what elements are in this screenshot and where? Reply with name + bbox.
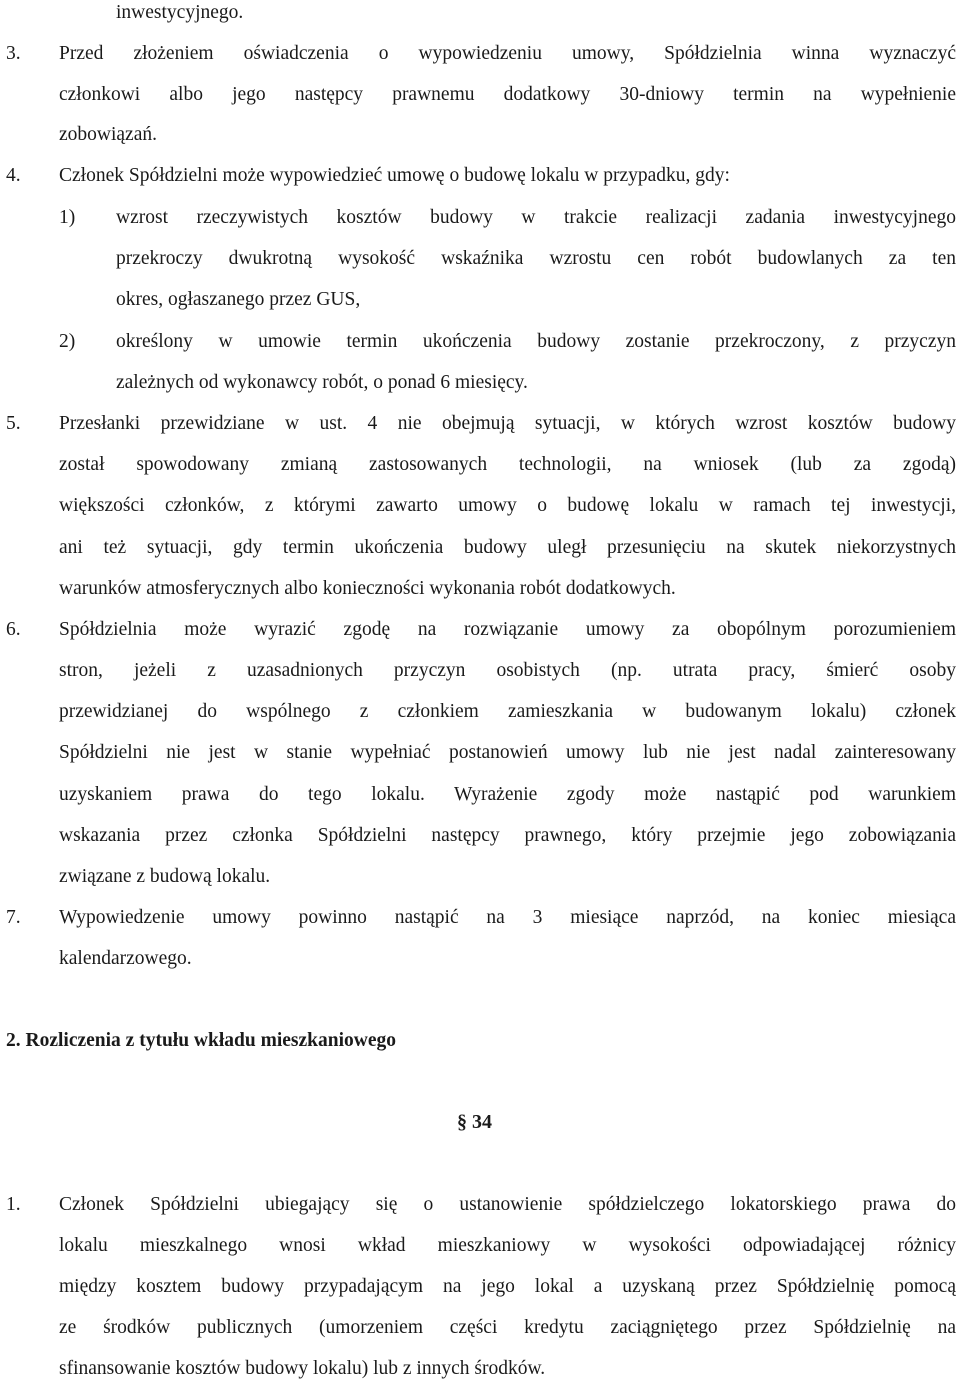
paragraph-line: Wypowiedzenie umowy powinno nastąpić na 3 miesiące naprzód, na koniec miesiąca <box>59 907 956 928</box>
paragraph-line: zależnych od wykonawcy robót, o ponad 6 miesięcy. <box>116 372 528 393</box>
subitem-number: 1) <box>59 207 76 228</box>
paragraph-line: został spowodowany zmianą zastosowanych technologii, na wniosek (lub za zgodą) <box>59 454 956 475</box>
paragraph-line: Członek Spółdzielni może wypowiedzieć umowę o budowę lokalu w przypadku, gdy: <box>59 165 730 186</box>
paragraph-line: stron, jeżeli z uzasadnionych przyczyn osobistych (np. utrata pracy, śmierć osoby <box>59 660 956 681</box>
item-number: 4. <box>6 165 21 186</box>
paragraph-line: ani też sytuacji, gdy termin ukończenia budowy uległ przesunięciu na skutek niekorzystnych <box>59 537 956 558</box>
paragraph-line: członkowi albo jego następcy prawnemu dodatkowy 30-dniowy termin na wypełnienie <box>59 84 956 105</box>
paragraph-line: uzyskaniem prawa do tego lokalu. Wyrażenie zgody może nastąpić pod warunkiem <box>59 784 956 805</box>
item-number: 7. <box>6 907 21 928</box>
paragraph-line: okres, ogłaszanego przez GUS, <box>116 289 361 310</box>
paragraph-line: zobowiązań. <box>59 124 157 145</box>
item-number: 3. <box>6 43 21 64</box>
subitem-number: 2) <box>59 331 76 352</box>
paragraph-line: kalendarzowego. <box>59 948 192 969</box>
section-heading: 2. Rozliczenia z tytułu wkładu mieszkaniowego <box>6 1030 396 1051</box>
paragraph-line: większości członków, z którymi zawarto umowy o budowę lokalu w ramach tej inwestycji, <box>59 495 956 516</box>
paragraph-line: związane z budową lokalu. <box>59 866 271 887</box>
item-number: 6. <box>6 619 21 640</box>
item-number: 5. <box>6 413 21 434</box>
paragraph-line: warunków atmosferycznych albo konieczności wykonania robót dodatkowych. <box>59 578 676 599</box>
paragraph-line: ze środków publicznych (umorzeniem części kredytu zaciągniętego przez Spółdzielnię na <box>59 1317 956 1338</box>
paragraph-line: przekroczy dwukrotną wysokość wskaźnika wzrostu cen robót budowlanych za ten <box>116 248 956 269</box>
paragraph-line: sfinansowanie kosztów budowy lokalu) lub z innych środków. <box>59 1358 546 1379</box>
paragraph-line: Przed złożeniem oświadczenia o wypowiedzeniu umowy, Spółdzielnia winna wyznaczyć <box>59 43 956 64</box>
section-mark: § 34 <box>457 1111 492 1133</box>
paragraph-line: wskazania przez członka Spółdzielni następcy prawnego, który przejmie jego zobowiązania <box>59 825 956 846</box>
paragraph-line: Członek Spółdzielni ubiegający się o ustanowienie spółdzielczego lokatorskiego prawa do <box>59 1194 956 1215</box>
carry-over-text: inwestycyjnego. <box>116 2 244 23</box>
paragraph-line: określony w umowie termin ukończenia budowy zostanie przekroczony, z przyczyn <box>116 331 956 352</box>
paragraph-line: wzrost rzeczywistych kosztów budowy w trakcie realizacji zadania inwestycyjnego <box>116 207 956 228</box>
paragraph-line: Przesłanki przewidziane w ust. 4 nie obejmują sytuacji, w których wzrost kosztów budowy <box>59 413 956 434</box>
paragraph-line: lokalu mieszkalnego wnosi wkład mieszkaniowy w wysokości odpowiadającej różnicy <box>59 1235 956 1256</box>
item-number: 1. <box>6 1194 21 1215</box>
paragraph-line: Spółdzielnia może wyrazić zgodę na rozwiązanie umowy za obopólnym porozumieniem <box>59 619 956 640</box>
paragraph-line: Spółdzielni nie jest w stanie wypełniać postanowień umowy lub nie jest nadal zainteresowany <box>59 742 956 763</box>
paragraph-line: przewidzianej do wspólnego z członkiem zamieszkania w budowanym lokalu) członek <box>59 701 956 722</box>
paragraph-line: między kosztem budowy przypadającym na jego lokal a uzyskaną przez Spółdzielnię pomocą <box>59 1276 956 1297</box>
